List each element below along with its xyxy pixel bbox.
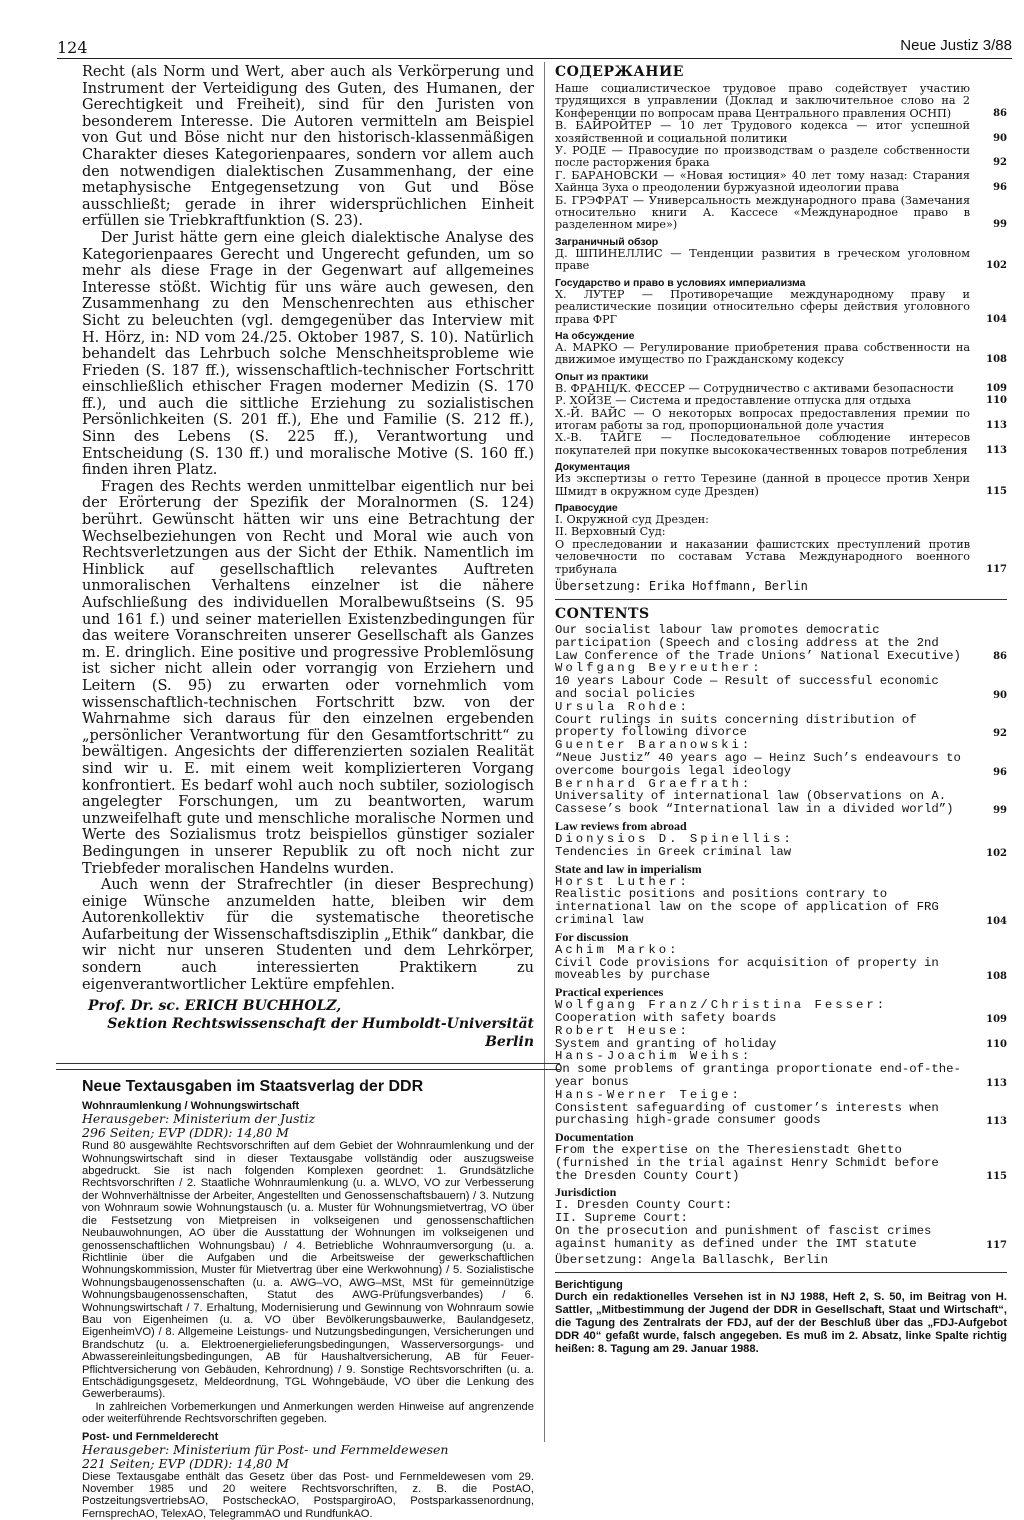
- toc-section-heading: Jurisdiction: [555, 1185, 617, 1200]
- toc-entry-page: 92: [993, 728, 1007, 740]
- toc-entry-text: Г. БАРАНОВСКИ — «Новая юстиция» 40 лет тому назад: Старания Хайнца Зуха о преодолении буржуазной идеологии права: [555, 168, 970, 195]
- russian-contents: [555, 64, 1007, 593]
- article-paragraph: Der Jurist hätte gern eine gleich dialektische Analyse des Kategorienpaares Gerecht und Ungerecht gefunden, um so mehr als diese Frage in der Gegenwart auf allgemeines Interesse stößt. Wichtig für uns wäre auch gewesen, den Zusammenhang zu den Menschenrechten aus ethischer Sicht zu beleuchten (vgl. demgegenüber das Interview mit H. Hörz, in: ND vom 24./25. Oktober 1987, S. 10). Natürlich behandelt das Lehrbuch solche Menschheitsprobleme wie Frieden (S. 187 ff.), wissenschaftlich-technischer Fortschritt einschließlich ethischer Fragen moderner Medizin (S. 170 ff.), und auch die sittliche Erziehung zu sozialistischen Persönlichkeiten (S. 201 ff.), Ehe und Familie (S. 212 ff.), Sinn des Lebens (S. 225 ff.), Verantwortung und Entscheidung (S. 130 ff.) und moralische Motive (S. 160 ff.) finden ihren Platz.: [82, 229, 534, 479]
- toc-entry-page: 109: [986, 382, 1007, 394]
- column-divider: [544, 62, 545, 1442]
- toc-entry-text: Д. ШПИНЕЛЛИС — Тенденции развития в греческом уголовном праве: [555, 246, 970, 273]
- toc-entry-page: 113: [986, 1077, 1007, 1089]
- toc-entry-page: 90: [993, 689, 1007, 701]
- toc-entry: [555, 888, 1007, 926]
- toc-entry-page: 90: [993, 132, 1007, 144]
- toc-entry-page: 113: [986, 1116, 1007, 1128]
- page-number: 124: [57, 38, 88, 57]
- toc-section-heading: Опыт из практики: [555, 370, 649, 383]
- toc-entry-text: Х. ЛУТЕР — Противоречащие международному праву и реалистические позиции относительно сферы действия уголовного права ФРГ: [555, 287, 970, 326]
- correction-text: Durch ein redaktionelles Versehen ist in NJ 1988, Heft 2, S. 50, im Beitrag von H. Sattler, „Mitbestimmung der Jugend der DDR in Gesellschaft, Staat und Wirtschaft“, die Tagung des Zentralrats der FDJ, auf der der Beschluß über das „FDJ-Aufgebot DDR 40“ gefaßt wurde, falsch angegeben. Es muß im 2. Absatz, linke Spalte richtig heißen: 8. Tagung am 29. Januar 1988.: [555, 1291, 1007, 1355]
- toc-author: Hans-Werner Teige:: [555, 1087, 742, 1102]
- toc-entry: [555, 342, 1007, 367]
- toc-entry: [555, 714, 1007, 740]
- toc-entry-page: 99: [993, 804, 1007, 816]
- toc-entry-text: Б. ГРЭФРАТ — Универсальность международного права (Замечания относительно книги А. Кассесе «Международное право в разделенном мире»): [555, 193, 970, 232]
- toc-author: Wolfgang Beyreuther:: [555, 661, 763, 676]
- toc-entry-page: 102: [986, 260, 1007, 272]
- toc-author: Robert Heuse:: [555, 1023, 690, 1038]
- toc-entry: [555, 957, 1007, 983]
- toc-section-heading: На обсуждение: [555, 329, 635, 342]
- toc-entry: [555, 790, 1007, 816]
- toc-section-heading: Law reviews from abroad: [555, 818, 687, 833]
- toc-author: Bernhard Graefrath:: [555, 776, 753, 791]
- toc-entry-page: 109: [986, 1013, 1007, 1025]
- toc-section-heading: State and law in imperialism: [555, 861, 702, 876]
- toc-entry-text: Tendencies in Greek criminal law: [555, 844, 792, 859]
- book-description: Rund 80 ausgewählte Rechtsvorschriften auf dem Gebiet der Wohnraumlenkung und der Wohnungswirtschaft sind in dieser Textausgabe vollständig oder auszugsweise abgedruckt. Sie ist nach folgenden Komplexen geordnet: 1. Grundsätzliche Rechtsvorschriften / 2. Staatliche Wohnraumlenkung (u. a. WLVO, VO zur Verbesserung der Wohnverhältnisse der Arbeiter, Angestellten und Genossenschaftsbauern) / 3. Nutzung von Wohnraum sowie Wohnungstausch (u. a. Muster für Wohnungsmietvertrag, VO über die Festsetzung von Mietpreisen in volkseigenen und genossenschaftlichen Neubauwohnungen, AO über die Ausstattung der Wohnungen im volkseigenen und genossenschaftlichen Wohnungsbau) / 4. Betriebliche Wohnraumversorgung (u. a. Richtlinie über die Aufgaben und die Arbeitsweise der gewerkschaftlichen Wohnungskommission, Muster für Mietvertrag über eine Werkwohnung) / 5. Sozialistische Wohnungsbaugenossenschaften (u. a. AWG–VO, AWG–MSt, MSt für gemeinnützige Wohnungsbaugenossenschaften, Statut des AWG-Prüfungsverbandes) / 6. Wohnungswirtschaft / 7. Erhaltung, Modernisierung und Gewinnung von Wohnraum sowie Bau von Eigenheimen (u. a. VO über Bevölkerungsbauwerke, Baulandgesetz, EigenheimVO) / 8. Allgemeine Leistungs- und Nutzungsbedingungen, Versicherungen und Brandschutz (u. a. Elektroenergielieferungsbedingungen, Wasserversorgungs- und Abwassereinleitungsbedingungen, AB für Haushaltversicherung, AB für Feuer-Pflichtversicherung von Gebäuden, Kehrordnung) / 9. Sonstige Rechtsvorschriften (u. a. Entschädigungsgesetz, Meldeordnung, TGL Wohngebäude, VO über die Lenkung des Gewerberaums).: [82, 1140, 534, 1401]
- book-note: In zahlreichen Vorbemerkungen und Anmerkungen werden Hinweise auf angrenzende oder weiterführende Rechtsvorschriften gegeben.: [82, 1400, 534, 1426]
- toc-entry-page: 115: [986, 1171, 1007, 1183]
- toc-entry: [555, 395, 1007, 407]
- toc-entry-page: 110: [986, 1039, 1007, 1051]
- toc-entry: [555, 1225, 1007, 1251]
- toc-author: Wolfgang Franz/Christina Fesser:: [555, 998, 888, 1013]
- toc-entry: [555, 1102, 1007, 1128]
- right-column: [555, 64, 1007, 1355]
- toc-entry-text: On the prosecution and punishment of fascist crimes against humanity as defined under the IMT statute: [555, 1224, 932, 1251]
- toc-entry-text: On some problems of grantinga proportionate end-of-the-year bonus: [555, 1062, 961, 1089]
- toc-section-heading: Документация: [555, 461, 630, 474]
- toc-section-heading: Правосудие: [555, 501, 618, 514]
- book-publisher: Herausgeber: Ministerium für Post- und Fernmeldewesen: [82, 1441, 449, 1457]
- book-pages-price: 221 Seiten; EVP (DDR): 14,80 M: [82, 1455, 289, 1471]
- toc-entry-text: В. БАЙРОЙТЕР — 10 лет Трудового кодекса — итог успешной хозяйственной и социальной политики: [555, 119, 970, 145]
- toc-entry: [555, 1144, 1007, 1182]
- toc-entry: [555, 539, 1007, 576]
- article-paragraph: Recht (als Norm und Wert, aber auch als Verkörperung und Instrument der Verteidigung des Guten, des Humanen, der Gerechtigkeit und Freiheit), sind für den Juristen von besonderem Interesse. Die Autoren vermitteln am Beispiel von Gut und Böse nicht nur den historisch-klassenmäßigen Charakter dieses Kategorienpaares, sondern vor allem auch den notwendigen dialektischen Zusammenhang, der eine metaphysische Entgegensetzung von Gut und Böse ausschließt; gerade in ihrer widersprüchlichen Einheit erfüllen sie Triebkraftfunktion (S. 23).: [82, 64, 534, 230]
- toc-entry-text: О преследовании и наказании фашистских преступлений против человечности по составам Устава Международного военного трибунала: [555, 537, 970, 576]
- author-affiliation: Sektion Rechtswissenschaft der Humboldt-Universität Berlin: [107, 1016, 534, 1051]
- toc-entry-page: 96: [993, 182, 1007, 194]
- toc-entry-text: А. МАРКО — Регулирование приобретения права собственности на движимое имущество по Гражданскому кодексу: [555, 340, 970, 367]
- toc-entry-text: Наше социалистическое трудовое право содействует участию трудящихся в управлении (Доклад и заключительное слово на 2 Конференции по вопросам права Центрального правления ОСНП): [555, 82, 970, 120]
- toc-author: Ursula Rohde:: [555, 699, 690, 714]
- toc-entry-page: 113: [986, 444, 1007, 456]
- toc-entry: [555, 675, 1007, 701]
- book-publisher: Herausgeber: Ministerium der Justiz: [82, 1111, 316, 1127]
- toc-entry-page: 113: [986, 419, 1007, 431]
- toc-entry-page: 99: [993, 219, 1007, 231]
- toc-author: Horst Luther:: [555, 874, 690, 889]
- toc-line: I. Dresden County Court:: [555, 1198, 733, 1213]
- toc-entry-text: From the expertise on the Theresienstadt Ghetto (furnished in the trial against Henry Schmidt before the Dresden County Court): [555, 1143, 939, 1183]
- english-contents-title: CONTENTS: [555, 606, 650, 622]
- signature: [88, 997, 534, 1051]
- book-subject: Post- und Fernmelderecht: [82, 1430, 219, 1443]
- toc-entry-text: Realistic positions and positions contrary to international law on the scope of application of FRG criminal law: [555, 887, 939, 927]
- toc-entry-page: 115: [986, 485, 1007, 497]
- book-subject: Wohnraumlenkung / Wohnungswirtschaft: [82, 1100, 300, 1113]
- book-pages-price: 296 Seiten; EVP (DDR): 14,80 M: [82, 1125, 289, 1141]
- new-texts-section: [82, 1078, 534, 1520]
- toc-entry-text: Из экспертизы о гетто Терезине (данной в процессе против Хенри Шмидт в окружном суде Дрезден): [555, 472, 970, 498]
- correction-notice: [555, 1279, 1007, 1355]
- toc-entry-text: Universality of international law (Observations on A. Cassese’s book “International law in a divided world”): [555, 789, 954, 817]
- double-rule: [56, 1063, 560, 1070]
- toc-section-heading: For discussion: [555, 929, 629, 944]
- toc-entry: [555, 120, 1007, 145]
- toc-line: II. Supreme Court:: [555, 1211, 688, 1226]
- toc-author: Achim Marko:: [555, 942, 680, 957]
- toc-entry-text: Х.-Й. ВАЙС — О некоторых вопросах предоставления премии по итогам работы за год, пропорциональной доле участия: [555, 406, 970, 432]
- correction-heading: Berichtigung: [555, 1279, 623, 1292]
- english-contents: [555, 606, 1007, 1266]
- toc-entry-text: System and granting of holiday: [555, 1036, 777, 1051]
- toc-author: Guenter Baranowski:: [555, 738, 753, 753]
- toc-entry: [555, 145, 1007, 170]
- toc-entry-page: 86: [993, 651, 1007, 663]
- toc-entry: [555, 1063, 1007, 1089]
- toc-entry: [555, 752, 1007, 778]
- toc-entry: [555, 432, 1007, 457]
- toc-entry: [555, 289, 1007, 326]
- toc-entry-page: 117: [986, 1239, 1007, 1251]
- toc-entry: [555, 846, 1007, 859]
- toc-entry: [555, 473, 1007, 498]
- toc-entry-text: “Neue Justiz” 40 years ago — Heinz Such’s endeavours to overcome bourgois legal ideology: [555, 750, 961, 778]
- toc-entry-page: 104: [986, 313, 1007, 325]
- toc-entry-text: 10 years Labour Code — Result of successful economic and social policies: [555, 674, 939, 701]
- toc-entry-text: Х.-В. ТАЙГЕ — Последовательное соблюдение интересов покупателей при покупке высококачественных товаров потребления: [555, 431, 970, 457]
- toc-section-heading: Practical experiences: [555, 985, 664, 1000]
- toc-entry: [555, 624, 1007, 662]
- new-texts-title: Neue Textausgaben im Staatsverlag der DDR: [82, 1078, 424, 1096]
- translator-credit: Übersetzung: Angela Ballaschk, Berlin: [555, 1252, 829, 1267]
- review-article: [82, 64, 534, 1051]
- toc-entry: [555, 248, 1007, 273]
- toc-author: Dionysios D. Spinellis:: [555, 831, 794, 846]
- toc-entry-text: Cooperation with safety boards: [555, 1010, 777, 1025]
- toc-section-heading: Documentation: [555, 1130, 634, 1145]
- left-column: [82, 64, 534, 1520]
- translator-credit: Übersetzung: Erika Hoffmann, Berlin: [555, 579, 808, 593]
- toc-entry-text: Our socialist labour law promotes democratic participation (Speech and closing address at the 2nd Law Conference of the Trade Unions’ National Executive): [555, 623, 961, 663]
- toc-entry-text: Consistent safeguarding of customer’s interests when purchasing high-grade consumer goods: [555, 1100, 939, 1128]
- toc-entry-page: 102: [986, 847, 1007, 859]
- journal-issue: Neue Justiz 3/88: [900, 37, 1012, 54]
- article-paragraph: Fragen des Rechts werden unmittelbar eigentlich nur bei der Erörterung der Spezifik der Moralnormen (S. 124) berührt. Gewünscht hätten wir uns eine Betrachtung der Wechselbeziehungen von Recht und Moral wie auch von Rechtsverletzungen aus der Sicht der Ethik. Namentlich im Hinblick auf gesellschaftlich relevantes Auftreten unmoralischen Verhaltens einzelner ist die nähere Aufschließung des individuellen Moralbewußtseins (S. 95 und 161 f.) und seiner materiellen Existenzbedingungen für das weitere Voranschreiten unserer Gesellschaft als Ganzes m. E. dringlich. Eine positive und progressive Problemlösung ist sicher nicht allein oder vorrangig von Erziehern und Leitern (S. 95) zu erwarten oder vornehmlich vom wissenschaftlich-technischen Fortschritt bzw. von der Wahrnahme sich daraus für den einzelnen ergebenden „persönlicher Verantwortung für den Gesamtfortschritt“ zu bewältigen. Angesichts der differenzierten sozialen Realität sind wir u. E. mit einem weit komplizierteren Vorgang konfrontiert. Es bedarf wohl auch noch subtiler, soziologisch angelegter Forschungen, um zu beantworten, warum unzweifelhaft gute und menschliche moralische Normen und Werte des Sozialismus trotz beispiellos günstiger sozialer Bedingungen in unserer Republik zu oft noch nicht zur Triebfeder moralischen Handelns wurden.: [82, 478, 534, 877]
- toc-section-heading: Заграничный обзор: [555, 235, 659, 248]
- toc-entry-page: 108: [986, 354, 1007, 366]
- russian-contents-title: СОДЕРЖАНИЕ: [555, 64, 684, 80]
- book-description: Diese Textausgabe enthält das Gesetz über das Post- und Fernmeldewesen vom 29. November 1985 und 20 weitere Rechtsvorschriften, z. B. die PostAO, PostzeitungsvertriebsAO, PostscheckAO, PostspargiroAO, Postsparkassenordnung, FernsprechAO, TelexAO, TelegrammAO und RundfunkAO.: [82, 1470, 534, 1520]
- toc-entry-text: Р. ХОЙЗЕ — Система и предоставление отпуска для отдыха: [555, 394, 911, 408]
- toc-entry-text: Civil Code provisions for acquisition of property in moveables by purchase: [555, 955, 939, 983]
- toc-entry-page: 96: [993, 766, 1007, 778]
- toc-entry-page: 117: [986, 563, 1007, 575]
- author-name: Prof. Dr. sc. ERICH BUCHHOLZ,: [88, 998, 342, 1015]
- toc-entry-page: 86: [993, 107, 1007, 119]
- toc-entry-page: 108: [986, 971, 1007, 983]
- toc-entry-text: У. РОДЕ — Правосудие по производствам о разделе собственности после расторжения брака: [555, 144, 970, 170]
- toc-entry-text: В. ФРАНЦ/К. ФЕССЕР — Сотрудничество с активами безопасности: [555, 381, 954, 395]
- toc-author: Hans-Joachim Weihs:: [555, 1049, 753, 1064]
- toc-entry: [555, 170, 1007, 195]
- toc-entry-page: 104: [986, 915, 1007, 927]
- toc-line: I. Окружной суд Дрезден:: [555, 512, 709, 526]
- page-header: [57, 34, 1012, 59]
- article-paragraph: Auch wenn der Strafrechtler (in dieser Besprechung) einige Wünsche anzumelden hatte, bleiben wir dem Autorenkollektiv für die systematische theoretische Aufarbeitung der Wissenschaftsdisziplin „Ethik“ dankbar, die wir nicht nur unseren Studenten und dem Lehrkörper, sondern auch interessierten Praktikern zu eigenverantwortlicher Lektüre empfehlen.: [82, 877, 534, 993]
- section-rule: [555, 1272, 1007, 1273]
- toc-entry: [555, 83, 1007, 120]
- toc-entry-page: 110: [986, 395, 1007, 407]
- section-rule: [555, 599, 1007, 600]
- toc-line: II. Верховный Суд:: [555, 525, 666, 539]
- toc-section-heading: Государство и право в условиях империализма: [555, 276, 806, 289]
- toc-entry: [555, 195, 1007, 232]
- toc-entry-text: Court rulings in suits concerning distribution of property following divorce: [555, 712, 917, 740]
- toc-entry-page: 92: [993, 157, 1007, 169]
- toc-entry: [555, 1012, 1007, 1025]
- toc-entry: [555, 408, 1007, 433]
